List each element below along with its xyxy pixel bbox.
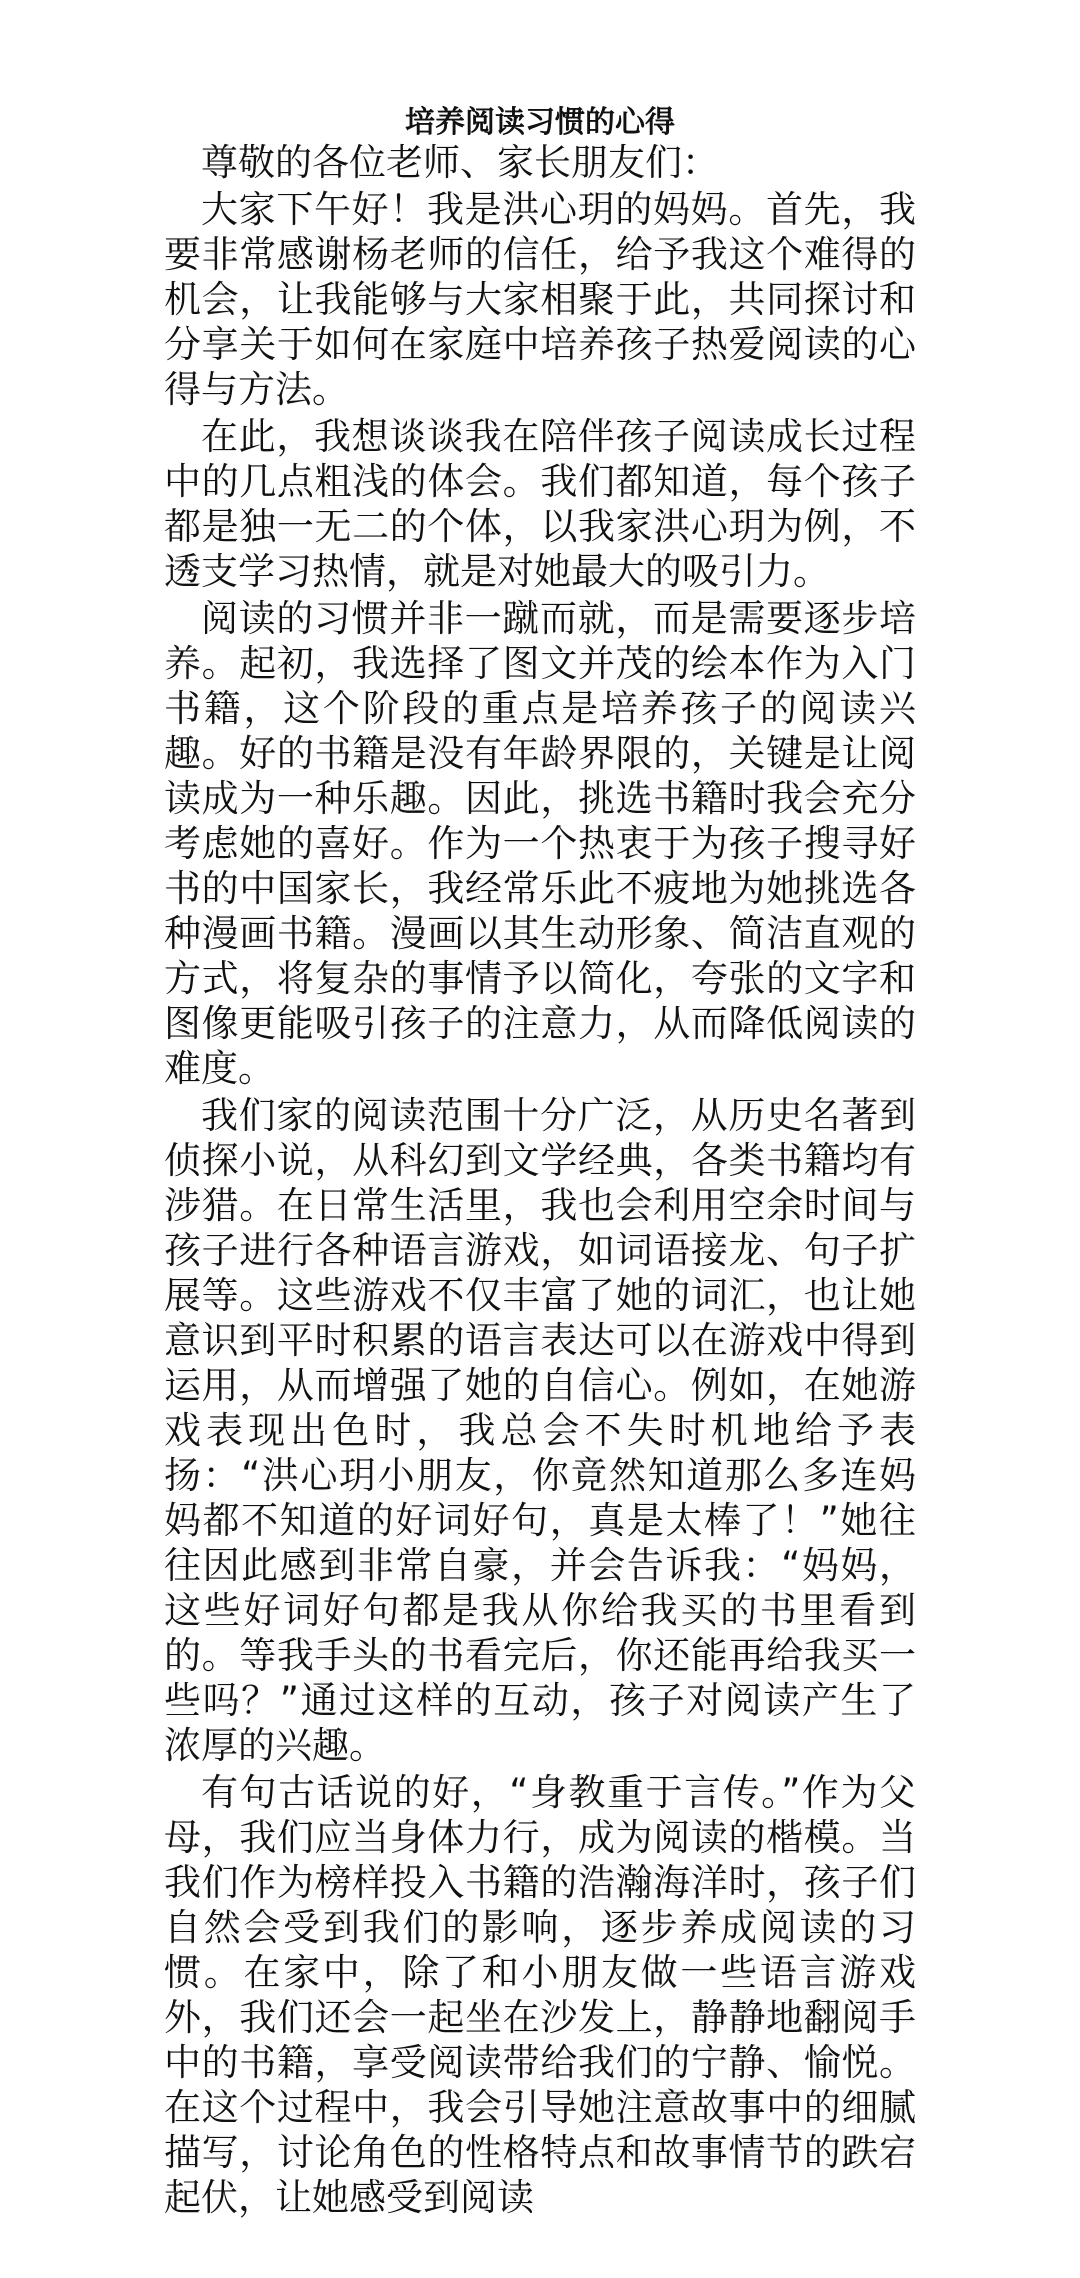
body-paragraph: 大家下午好！我是洪心玥的妈妈。首先，我要非常感谢杨老师的信任，给予我这个难得的机会，让我能够与大家相聚于此，共同探讨和分享关于如何在家庭中培养孩子热爱阅读的心得与方法。: [164, 188, 916, 411]
document-title: 培养阅读习惯的心得: [405, 105, 675, 140]
body-paragraph: 有句古话说的好，“身教重于言传。”作为父母，我们应当身体力行，成为阅读的楷模。当我们作为榜样投入书籍的浩瀚海洋时，孩子们自然会受到我们的影响，逐步养成阅读的习惯。在家中，除了和小朋友做一些语言游戏外，我们还会一起坐在沙发上，静静地翻阅手中的书籍，享受阅读带给我们的宁静、愉悦。在这个过程中，我会引导她注意故事中的细腻描写，讨论角色的性格特点和故事情节的跌宕起伏，让她感受到阅读: [164, 1771, 916, 2219]
body-paragraph: 我们家的阅读范围十分广泛，从历史名著到侦探小说，从科幻到文学经典，各类书籍均有涉猎。在日常生活里，我也会利用空余时间与孩子进行各种语言游戏，如词语接龙、句子扩展等。这些游戏不仅丰富了她的词汇，也让她意识到平时积累的语言表达可以在游戏中得到运用，从而增强了她的自信心。例如，在她游戏表现出色时，我总会不失时机地给予表扬：“洪心玥小朋友，你竟然知道那么多连妈妈都不知道的好词好句，真是太棒了！”她往往因此感到非常自豪，并会告诉我：“妈妈，这些好词好句都是我从你给我买的书里看到的。等我手头的书看完后，你还能再给我买一些吗？”通过这样的互动，孩子对阅读产生了浓厚的兴趣。: [164, 1094, 916, 1767]
document-body: [164, 140, 916, 2222]
body-paragraph: 在此，我想谈谈我在陪伴孩子阅读成长过程中的几点粗浅的体会。我们都知道，每个孩子都是独一无二的个体，以我家洪心玥为例，不透支学习热情，就是对她最大的吸引力。: [164, 415, 916, 593]
salutation-paragraph: 尊敬的各位老师、家长朋友们：: [201, 141, 719, 184]
body-paragraph: 阅读的习惯并非一蹴而就，而是需要逐步培养。起初，我选择了图文并茂的绘本作为入门书籍，这个阶段的重点是培养孩子的阅读兴趣。好的书籍是没有年龄界限的，关键是让阅读成为一种乐趣。因此，挑选书籍时我会充分考虑她的喜好。作为一个热衷于为孩子搜寻好书的中国家长，我经常乐此不疲地为她挑选各种漫画书籍。漫画以其生动形象、简洁直观的方式，将复杂的事情予以简化，夸张的文字和图像更能吸引孩子的注意力，从而降低阅读的难度。: [164, 597, 916, 1090]
